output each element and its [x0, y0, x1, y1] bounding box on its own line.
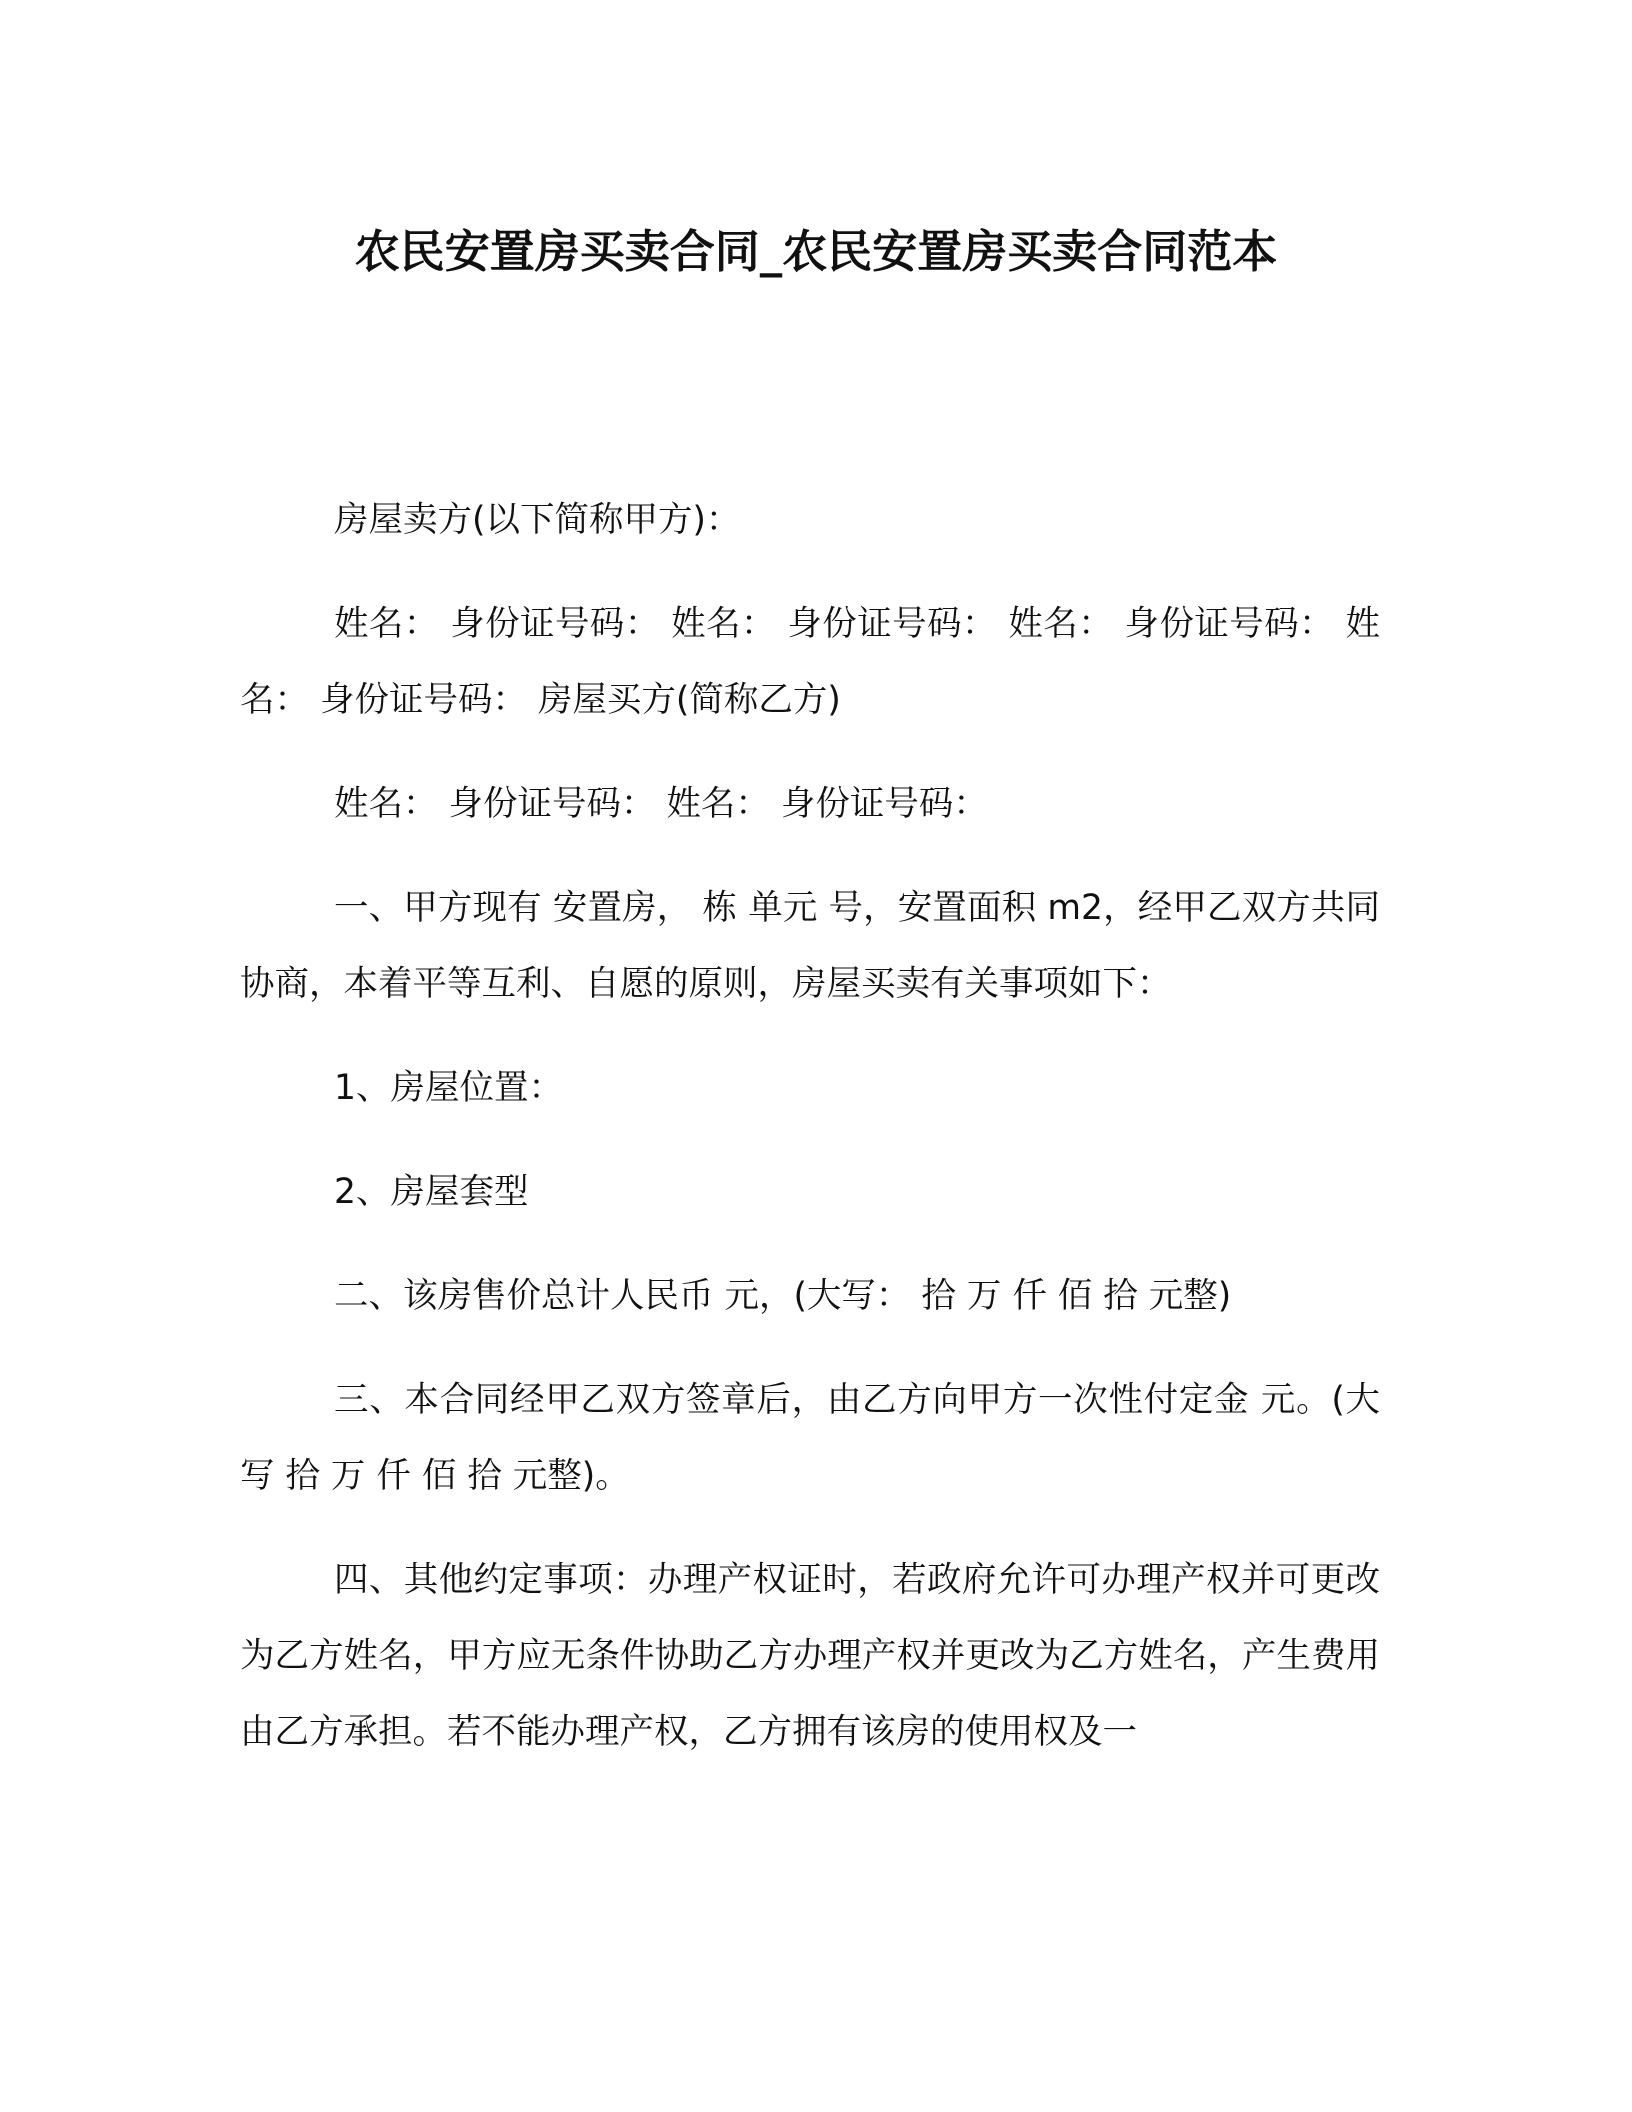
paragraph-buyer-ids: 姓名： 身份证号码： 姓名： 身份证号码：: [334, 784, 988, 824]
paragraph-house-type: 2、房屋套型: [334, 1172, 529, 1212]
document-title: 农民安置房买卖合同_农民安置房买卖合同范本: [354, 225, 1278, 278]
paragraph-seller-ids: 姓名： 身份证号码： 姓名： 身份证号码： 姓名： 身份证号码： 姓名： 身份证号码： 房屋买方(简称乙方): [240, 604, 1380, 720]
paragraph-seller: 房屋卖方(以下简称甲方)：: [334, 500, 741, 540]
paragraph-clause-2: 二、该房售价总计人民币 元，(大写： 拾 万 仟 佰 拾 元整): [334, 1276, 1232, 1316]
document-body: [240, 482, 1380, 1798]
paragraph-clause-4: 四、其他约定事项：办理产权证时，若政府允许可办理产权并可更改为乙方姓名，甲方应无条件协助乙方办理产权并更改为乙方姓名，产生费用由乙方承担。若不能办理产权，乙方拥有该房的使用权及一: [240, 1560, 1380, 1752]
paragraph-house-location: 1、房屋位置：: [334, 1068, 563, 1108]
paragraph-clause-1: 一、甲方现有 安置房， 栋 单元 号，安置面积 m2，经甲乙双方共同协商，本着平等互利、自愿的原则，房屋买卖有关事项如下：: [240, 888, 1380, 1004]
paragraph-clause-3: 三、本合同经甲乙双方签章后，由乙方向甲方一次性付定金 元。(大写 拾 万 仟 佰 拾 元整)。: [240, 1380, 1380, 1496]
